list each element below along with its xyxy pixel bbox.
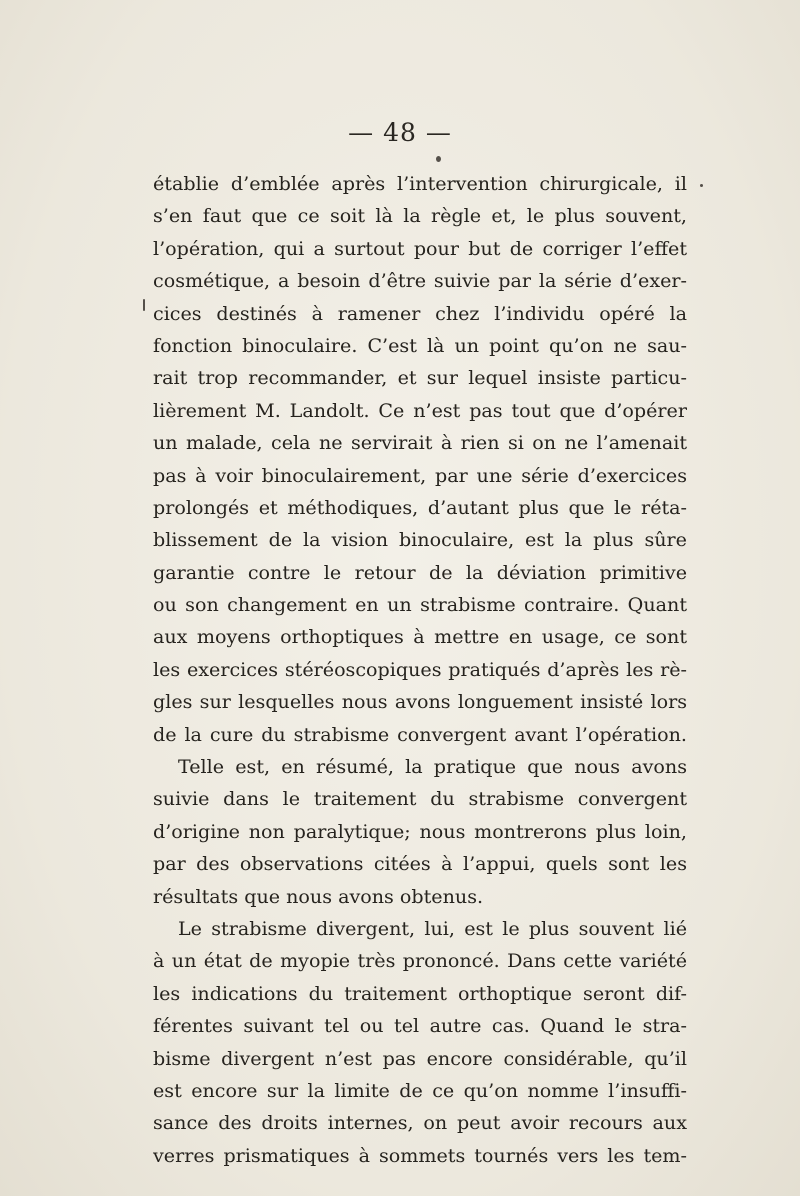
- text-line: cices destinés à ramener chez l’individu opéré la: [153, 301, 687, 325]
- ink-speck: [143, 299, 145, 311]
- text-line: résultats que nous avons obtenus.: [153, 884, 484, 908]
- text-line: fonction binoculaire. C’est là un point qu’on ne sau-: [153, 333, 687, 357]
- text-line: de la cure du strabisme convergent avant l’opération.: [153, 722, 687, 746]
- text-line: blissement de la vision binoculaire, est la plus sûre: [153, 528, 687, 552]
- text-line: lièrement M. Landolt. Ce n’est pas tout que d’opérer: [153, 398, 687, 422]
- text-line: s’en faut que ce soit là la règle et, le plus souvent,: [153, 204, 687, 228]
- text-line: les exercices stéréoscopiques pratiqués d’après les rè-: [153, 657, 687, 681]
- text-line: gles sur lesquelles nous avons longuement insisté lors: [153, 690, 687, 714]
- text-line: est encore sur la limite de ce qu’on nomme l’insuffi-: [153, 1078, 687, 1102]
- text-line: suivie dans le traitement du strabisme convergent: [153, 787, 687, 811]
- body-text: [153, 168, 687, 1172]
- text-line: Le strabisme divergent, lui, est le plus souvent lié: [178, 916, 687, 940]
- text-line: l’opération, qui a surtout pour but de corriger l’effet: [153, 236, 687, 260]
- text-line: férentes suivant tel ou tel autre cas. Quand le stra-: [153, 1014, 687, 1038]
- text-line: pas à voir binoculairement, par une série d’exercices: [153, 463, 687, 487]
- text-line: bisme divergent n’est pas encore considérable, qu’il: [153, 1046, 687, 1070]
- text-line: un malade, cela ne servirait à rien si on ne l’amenait: [153, 431, 687, 455]
- text-line: sance des droits internes, on peut avoir recours aux: [153, 1111, 687, 1135]
- text-line: les indications du traitement orthoptique seront dif-: [153, 981, 687, 1005]
- text-line: d’origine non paralytique; nous montrerons plus loin,: [153, 819, 687, 843]
- page-number: — 48 —: [348, 118, 452, 147]
- text-line: verres prismatiques à sommets tournés vers les tem-: [153, 1143, 687, 1167]
- text-line: ou son changement en un strabisme contraire. Quant: [153, 593, 687, 617]
- text-line: aux moyens orthoptiques à mettre en usage, ce sont: [153, 625, 687, 649]
- text-line: établie d’emblée après l’intervention chirurgicale, il: [153, 172, 687, 195]
- text-line: garantie contre le retour de la déviation primitive: [153, 560, 687, 584]
- text-line: à un état de myopie très prononcé. Dans cette variété: [153, 949, 687, 973]
- text-line: cosmétique, a besoin d’être suivie par la série d’exer-: [153, 269, 687, 293]
- text-line: par des observations citées à l’appui, quels sont les: [153, 852, 687, 876]
- ink-speck: [436, 156, 441, 162]
- ink-speck: [700, 184, 703, 187]
- text-line: Telle est, en résumé, la pratique que nous avons: [178, 755, 687, 779]
- text-line: rait trop recommander, et sur lequel insiste particu-: [153, 366, 687, 390]
- text-line: prolongés et méthodiques, d’autant plus que le réta-: [153, 495, 687, 519]
